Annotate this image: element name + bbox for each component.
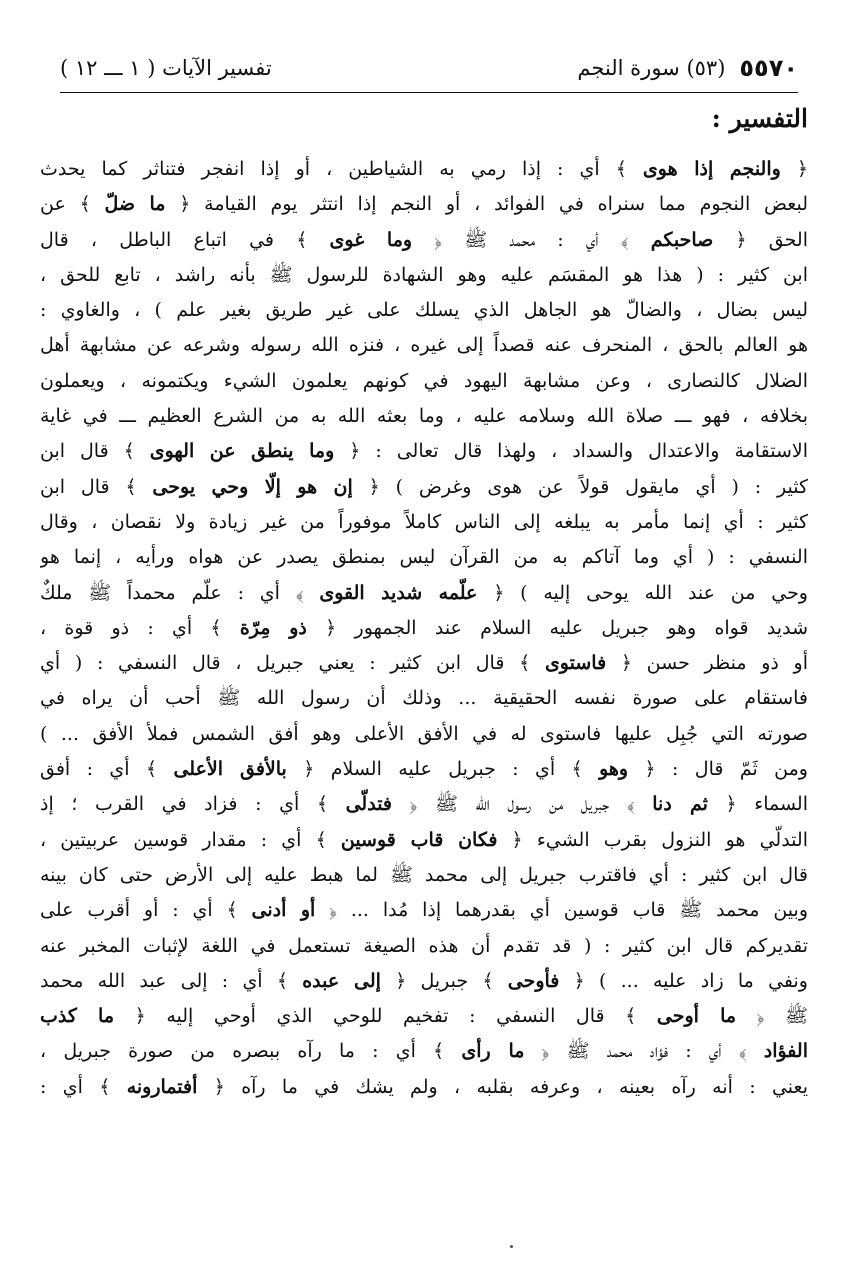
quran-quote: ما رأى xyxy=(461,1040,525,1063)
quran-quote: علّمه شديد القوى xyxy=(319,581,478,604)
text-line xyxy=(40,293,808,328)
commentary-text: ﴾ عن xyxy=(40,193,105,216)
commentary-text: الضلال كالنصارى ، وعن مشابهة اليهود في كونهم يعلمون الشيء ويكتمونه ، ويعملون xyxy=(40,369,808,392)
page-number: ٥٥٧٠ xyxy=(739,54,798,82)
commentary-text: ﴾ في اتباع الباطل ، قال xyxy=(40,228,330,251)
quran-quote: ما كذب xyxy=(40,1005,115,1028)
commentary-text: ﴾ أي : ما رآه ببصره من صورة جبريل ، xyxy=(40,1040,462,1063)
text-line xyxy=(40,399,808,434)
commentary-text: ﴾ أي : إلى عبد الله محمد xyxy=(40,969,303,992)
tafsir-body xyxy=(40,152,808,1105)
commentary-text: ﴾ جبريل من رسول الله ﷺ ﴿ xyxy=(392,793,653,816)
text-line xyxy=(40,964,808,999)
commentary-text: لبعض النجوم مما سنراه في الفوائد ، أو النجم إذا انتثر يوم القيامة ﴿ xyxy=(165,193,808,216)
text-line xyxy=(40,364,808,399)
commentary-text: ومن ثَمّ قال : ﴿ xyxy=(628,758,808,781)
quran-quote: صاحبكم xyxy=(650,228,714,251)
commentary-text: ﴾ أي : أفق xyxy=(40,758,174,781)
text-line xyxy=(40,152,808,187)
text-line xyxy=(40,681,808,716)
quran-quote: فتدلّى xyxy=(345,793,393,816)
quran-quote: وهو xyxy=(599,758,629,781)
commentary-text: ﴾ أي : مقدار قوسين عربيتين ، xyxy=(40,828,341,851)
quran-quote: أو أدنى xyxy=(251,899,316,922)
commentary-text: ﴾ قال ابن xyxy=(40,475,153,498)
quran-quote: بالأفق الأعلى xyxy=(173,758,287,781)
commentary-text: ﴾ أي : إذا رمي به الشياطين ، أو إذا انفجر فتناثر كما يحدث xyxy=(40,158,643,180)
commentary-text: تقديركم قال ابن كثير : ( قد تقدم أن هذه الصيغة تستعمل في اللغة لإثبات المخبر عنه xyxy=(40,934,808,957)
quran-quote: وما ينطق عن الهوى xyxy=(149,440,335,463)
quran-quote: والنجم إذا هوى xyxy=(642,158,781,180)
quran-quote: فكان قاب قوسين xyxy=(340,828,498,851)
quran-quote: الفؤاد xyxy=(763,1040,808,1063)
commentary-text: ابن كثير : ( هذا هو المقسَم عليه وهو الشهادة للرسول ﷺ بأنه راشد ، تابع للحق ، xyxy=(40,263,808,286)
text-line xyxy=(40,187,808,222)
commentary-text: كثير : أي إنما مأمر به يبلغه إلى الناس كاملاً موفوراً من غير زيادة ولا نقصان ، وقال xyxy=(40,510,808,533)
text-line xyxy=(40,752,808,787)
commentary-text: ﴾ أي : علّم محمداً ﷺ ملكٌ xyxy=(40,581,320,604)
commentary-text: ﴾ أي : xyxy=(40,1075,127,1098)
commentary-text: شديد قواه وهو جبريل عليه السلام عند الجمهور ﴿ xyxy=(306,616,808,639)
commentary-text: صورته التي جُبِل عليها فاستوى له في الأفق الأعلى وهو أفق الشمس فملأ الأفق ... ) xyxy=(40,722,808,745)
text-line xyxy=(40,1070,808,1105)
header-right xyxy=(577,54,798,82)
tafsir-heading: التفسير : xyxy=(711,104,808,133)
page-header xyxy=(60,48,798,88)
text-line xyxy=(40,858,808,893)
commentary-text: ﴾ أي : أو أقرب على xyxy=(40,899,252,922)
commentary-text: الحق ﴿ xyxy=(713,228,808,251)
commentary-text: ﴾ أي : ذو قوة ، xyxy=(40,616,240,639)
text-line xyxy=(40,823,808,858)
text-line xyxy=(40,929,808,964)
quran-quote: ما أوحى xyxy=(656,1005,737,1028)
text-line xyxy=(40,470,808,505)
commentary-text: ﴾ أي : فؤاد محمد ﷺ ﴿ xyxy=(524,1040,764,1063)
text-line xyxy=(40,258,808,293)
text-line xyxy=(40,540,808,575)
commentary-text: ﴾ أي : جبريل عليه السلام ﴿ xyxy=(286,758,600,781)
commentary-text: بخلافه ، فهو ـــ صلاة الله وسلامه عليه ، وما بعثه الله به من الشرع العظيم ـــ في غاية xyxy=(40,405,808,428)
commentary-text: كثير : ( أي مايقول قولاً عن هوى وغرض ) ﴿ xyxy=(352,475,808,498)
commentary-text: وحي من عند الله يوحى إليه ) ﴿ xyxy=(477,581,808,604)
quran-quote: إن هو إلّا وحي يوحى xyxy=(152,475,353,498)
quran-quote: ثم دنا xyxy=(652,793,708,816)
text-line xyxy=(40,717,808,752)
commentary-text: يعني : أنه رآه بعينه ، وعرفه بقلبه ، ولم يشك في ما رآه ﴿ xyxy=(197,1075,808,1098)
commentary-text: ليس بضال ، والضالّ هو الجاهل الذي يسلك على غير طريق بغير علم ) ، والغاوي : xyxy=(40,299,808,322)
commentary-text: ونفي ما زاد عليه ... ) ﴿ xyxy=(559,969,808,992)
text-line xyxy=(40,646,808,681)
commentary-text: ﴿ xyxy=(780,158,808,180)
text-line xyxy=(40,893,808,928)
commentary-text: السماء ﴿ xyxy=(707,793,808,816)
text-line xyxy=(40,505,808,540)
commentary-text: وبين محمد ﷺ قاب قوسين أي بقدرهما إذا مُدا ... ﴿ xyxy=(315,899,808,922)
quran-quote: أفتمارونه xyxy=(126,1075,198,1098)
quran-quote: فأوحى xyxy=(507,969,560,992)
commentary-text: ﴾ أي : محمد ﷺ ﴿ xyxy=(412,228,651,251)
commentary-text: النسفي : ( أي وما آتاكم به من القرآن ليس بمنطق يصدر عن هواه ورأيه ، إنما هو xyxy=(40,546,808,569)
commentary-text: ﴾ أي : فزاد في القرب ؛ إذ xyxy=(40,793,346,816)
commentary-text: ﴾ قال ابن كثير : يعني جبريل ، قال النسفي : ( أي xyxy=(40,652,545,675)
text-line xyxy=(40,787,808,822)
quran-quote: ما ضلّ xyxy=(104,193,166,216)
text-line xyxy=(40,328,808,363)
commentary-text: ﴾ قال النسفي : تفخيم للوحي الذي أوحي إليه ﴿ xyxy=(114,1005,657,1028)
text-line xyxy=(40,611,808,646)
quran-quote: ذو مِرّة xyxy=(239,616,307,639)
commentary-text: التدلّي هو النزول بقرب الشيء ﴿ xyxy=(497,828,808,851)
surah-title: (٥٣) سورة النجم xyxy=(577,56,726,80)
footer-mark xyxy=(510,1245,513,1248)
commentary-text: ﴾ جبريل ﴿ xyxy=(380,969,508,992)
commentary-text: فاستقام على صورة نفسه الحقيقية ... وذلك أن رسول الله ﷺ أحب أن يراه في xyxy=(40,687,808,710)
text-line xyxy=(40,434,808,469)
commentary-text: ﷺ ﴿ xyxy=(736,1005,808,1028)
quran-quote: وما غوى xyxy=(329,228,413,251)
commentary-text: الاستقامة والاعتدال والسداد ، ولهذا قال تعالى : ﴿ xyxy=(334,440,808,463)
section-title: تفسير الآيات ( ١ ـــ ١٢ ) xyxy=(60,56,272,80)
text-line xyxy=(40,576,808,611)
commentary-text: ﴾ قال ابن xyxy=(40,440,150,463)
commentary-text: أو ذو منظر حسن ﴿ xyxy=(606,652,808,675)
commentary-text: هو العالم بالحق ، المنحرف عنه قصداً إلى غيره ، فنزه الله رسوله وشرعه عن مشابهة أهل xyxy=(40,334,808,357)
header-divider xyxy=(60,92,798,93)
commentary-text: قال ابن كثير : أي فاقترب جبريل إلى محمد ﷺ لما هبط عليه إلى الأرض حتى كان بينه xyxy=(40,863,808,886)
text-line xyxy=(40,1034,808,1069)
text-line xyxy=(40,223,808,258)
text-line xyxy=(40,999,808,1034)
quran-quote: فاستوى xyxy=(544,652,607,675)
quran-quote: إلى عبده xyxy=(302,969,381,992)
